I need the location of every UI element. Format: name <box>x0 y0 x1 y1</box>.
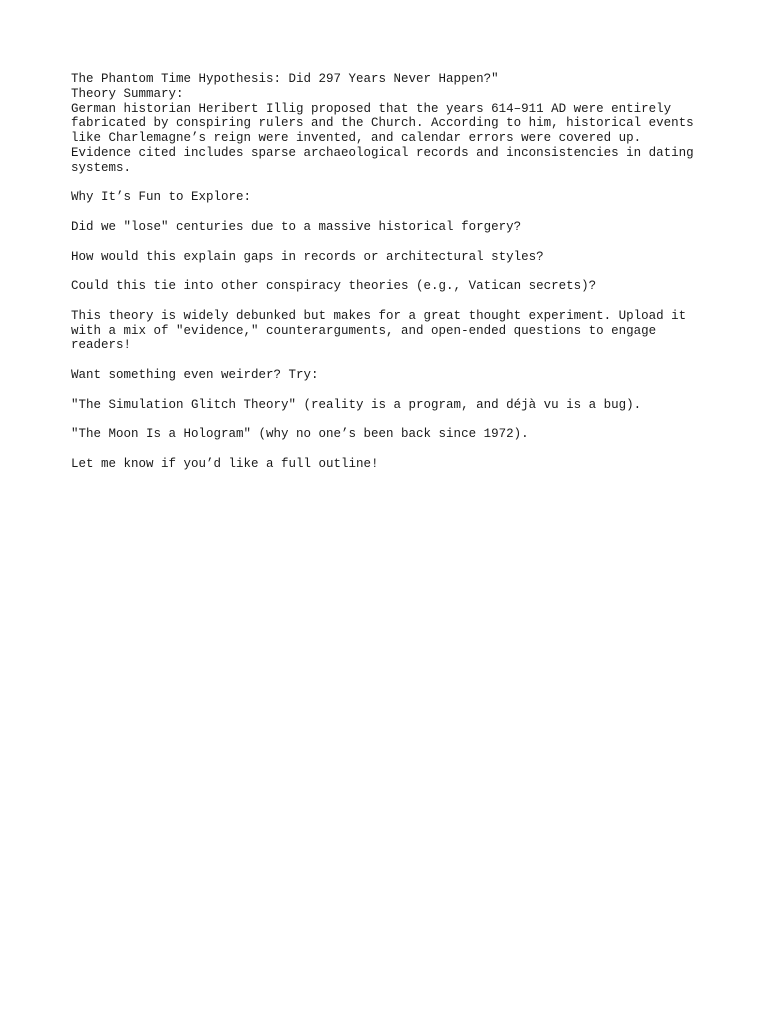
note-line: readers! <box>71 338 132 353</box>
spacer <box>71 412 711 427</box>
note-line: This theory is widely debunked but makes for a great thought experiment. Upload it <box>71 308 687 323</box>
fun-heading: Why It’s Fun to Explore: <box>71 190 252 205</box>
spacer <box>71 205 711 220</box>
note-paragraph <box>71 309 711 353</box>
document-title: The Phantom Time Hypothesis: Did 297 Years Never Happen?" <box>71 72 499 86</box>
question-item: How would this explain gaps in records or architectural styles? <box>71 249 544 264</box>
spacer <box>71 176 711 191</box>
question-item: Could this tie into other conspiracy theories (e.g., Vatican secrets)? <box>71 279 597 294</box>
spacer <box>71 383 711 398</box>
summary-line: German historian Heribert Illig proposed that the years 614–911 AD were entirely <box>71 101 672 116</box>
spacer <box>71 442 711 457</box>
summary-line: Evidence cited includes sparse archaeological records and inconsistencies in dating <box>71 145 694 160</box>
weirder-heading: Want something even weirder? Try: <box>71 367 319 382</box>
spacer <box>71 264 711 279</box>
summary-line: systems. <box>71 160 132 175</box>
summary-line: fabricated by conspiring rulers and the Church. According to him, historical events <box>71 116 694 131</box>
summary-paragraph <box>71 102 711 176</box>
note-line: with a mix of "evidence," counterarguments, and open-ended questions to engage <box>71 323 657 338</box>
summary-heading: Theory Summary: <box>71 86 184 101</box>
spacer <box>71 294 711 309</box>
closing-line: Let me know if you’d like a full outline! <box>71 456 379 471</box>
summary-line: like Charlemagne’s reign were invented, and calendar errors were covered up. <box>71 131 642 146</box>
spacer <box>71 353 711 368</box>
spacer <box>71 235 711 250</box>
document-body <box>71 72 711 472</box>
suggestion-item: "The Moon Is a Hologram" (why no one’s been back since 1972). <box>71 427 529 442</box>
question-item: Did we "lose" centuries due to a massive historical forgery? <box>71 219 522 234</box>
suggestion-item: "The Simulation Glitch Theory" (reality is a program, and déjà vu is a bug). <box>71 397 642 412</box>
